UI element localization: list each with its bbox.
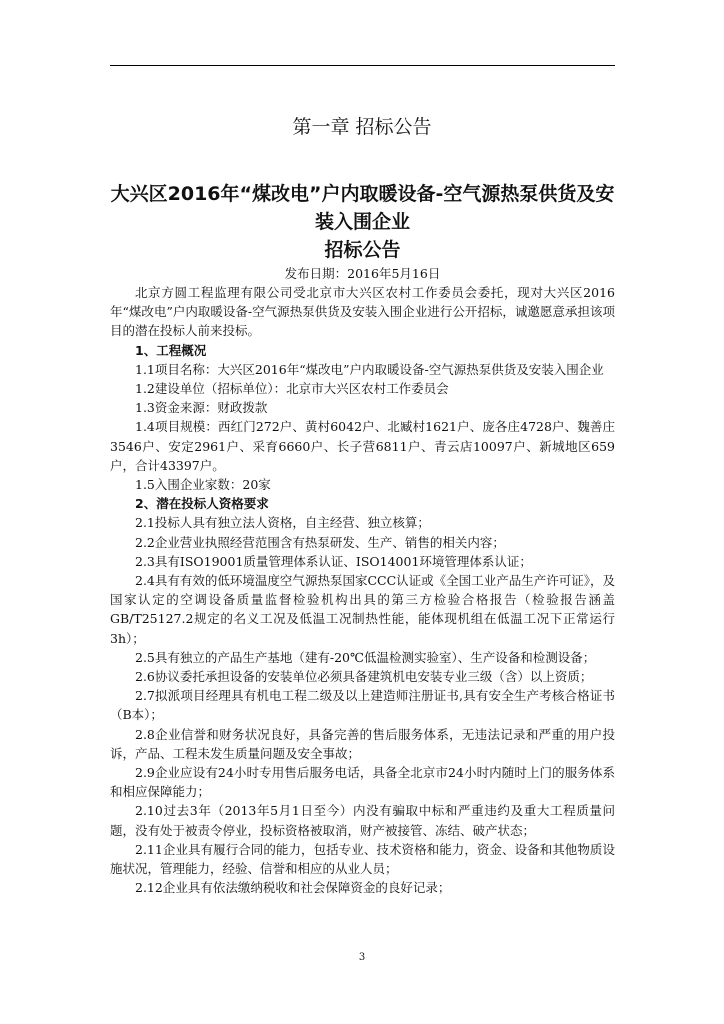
section-1-heading: 1、工程概况 — [135, 342, 207, 358]
header-rule — [110, 65, 615, 66]
item-2-7: 2.7拟派项目经理具有机电工程二级及以上建造师注册证书,具有安全生产考核合格证书（B本）； — [110, 688, 615, 723]
notice-title-line-3: 招标公告 — [324, 239, 401, 261]
item-2-4: 2.4具有有效的低环境温度空气源热泵国家CCC认证或《全国工业产品生产许可证》，及国家认定的空调设备质量监督检验机构出具的第三方检验合格报告（检验报告涵盖GB/T25127.2规定的名义工况及低温工况制热性能，能体现机组在低温工况下正常运行3h）； — [110, 573, 615, 646]
item-1-5: 1.5入围企业家数：20家 — [135, 477, 271, 493]
item-2-5: 2.5具有独立的产品生产基地（建有-20℃低温检测实验室）、生产设备和检测设备； — [135, 649, 596, 665]
item-1-3: 1.3资金来源：财政拨款 — [135, 400, 268, 416]
item-2-6: 2.6协议委托承担设备的安装单位必须具备建筑机电安装专业三级（含）以上资质； — [135, 669, 593, 685]
page-number: 3 — [358, 952, 366, 963]
notice-body — [110, 283, 615, 898]
item-2-8: 2.8企业信誉和财务状况良好，具备完善的售后服务体系，无违法记录和严重的用户投诉，产品、工程未发生质量问题及安全事故； — [110, 726, 615, 761]
item-2-1: 2.1投标人具有独立法人资格，自主经营、独立核算； — [135, 515, 430, 531]
item-2-10: 2.10过去3年（2013年5月1日至今）内没有骗取中标和严重违约及重大工程质量问题，没有处于被责令停业，投标资格被取消，财产被接管、冻结、破产状态； — [110, 803, 615, 838]
item-2-3: 2.3具有ISO19001质量管理体系认证、ISO14001环境管理体系认证； — [135, 553, 532, 569]
intro-paragraph: 北京方圆工程监理有限公司受北京市大兴区农村工作委员会委托，现对大兴区2016年“煤改电”户内取暖设备-空气源热泵供货及安装入围企业进行公开招标，诚邀愿意承担该项目的潜在投标人前来投标。 — [110, 285, 615, 339]
notice-title-line-1: 大兴区2016年“煤改电”户内取暖设备-空气源热泵供货及安 — [110, 183, 615, 205]
item-2-12: 2.12企业具有依法缴纳税收和社会保障资金的良好记录； — [135, 880, 451, 896]
item-1-4: 1.4项目规模：西红门272户、黄村6042户、北臧村1621户、庞各庄4728户、魏善庄3546户、安定2961户、采育6660户、长子营6811户、青云店10097户、新城地区659户，合计43397户。 — [110, 419, 615, 473]
chapter-heading: 第一章 招标公告 — [292, 116, 432, 138]
item-2-11: 2.11企业具有履行合同的能力，包括专业、技术资格和能力，资金、设备和其他物质设施状况，管理能力，经验、信誉和相应的从业人员； — [110, 841, 615, 877]
item-1-1: 1.1项目名称：大兴区2016年“煤改电”户内取暖设备-空气源热泵供货及安装入围企业 — [135, 361, 604, 377]
item-2-9: 2.9企业应设有24小时专用售后服务电话，具备全北京市24小时内随时上门的服务体系和相应保障能力； — [110, 765, 615, 800]
publish-date: 发布日期：2016年5月16日 — [284, 266, 441, 281]
item-1-2: 1.2建设单位（招标单位）：北京市大兴区农村工作委员会 — [135, 381, 449, 397]
item-2-2: 2.2企业营业执照经营范围含有热泵研发、生产、销售的相关内容； — [135, 534, 505, 550]
notice-title-line-2: 装入围企业 — [314, 211, 410, 233]
section-2-heading: 2、潜在投标人资格要求 — [135, 496, 269, 512]
